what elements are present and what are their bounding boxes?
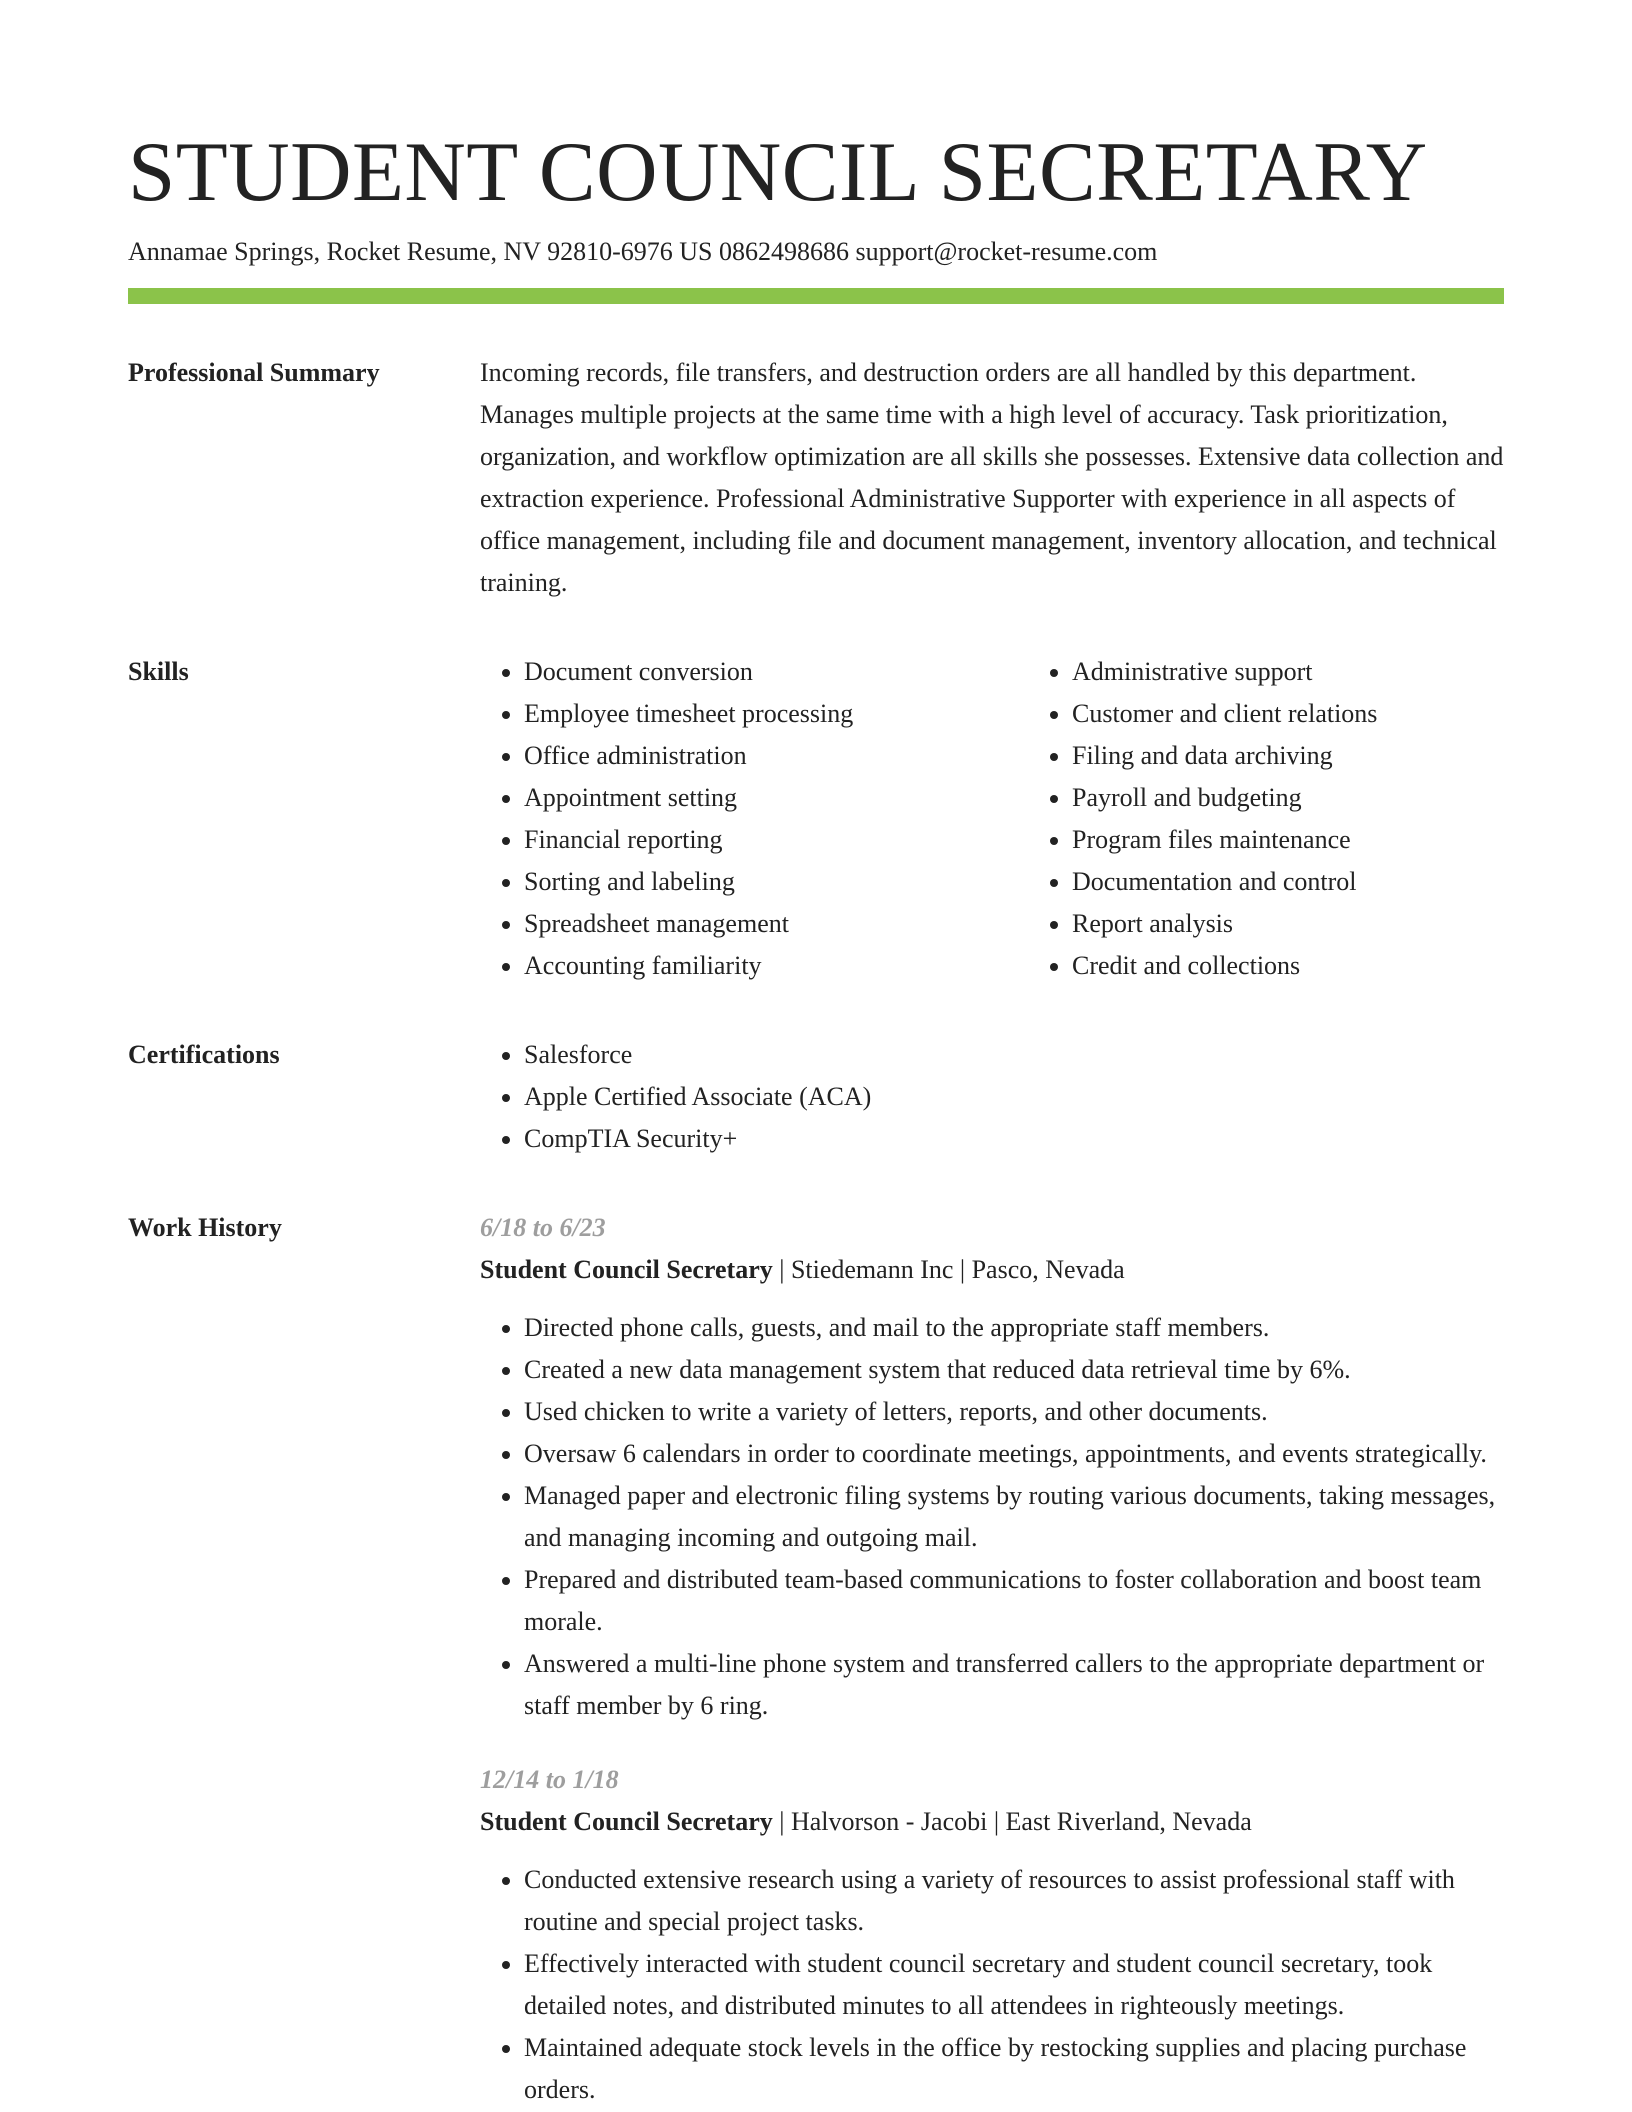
list-item: • Answered a multi-line phone system and transferred callers to the appropriate department or staff member by 6 ring. xyxy=(524,1643,1504,1727)
skills-section xyxy=(128,656,1504,987)
list-item: • Sorting and labeling xyxy=(524,861,984,903)
list-item: • Employee timesheet processing xyxy=(524,693,984,735)
list-item: • Program files maintenance xyxy=(1072,819,1592,861)
work-history-title: Work History xyxy=(128,1213,282,1242)
list-item: • Accounting familiarity xyxy=(524,945,984,987)
list-item: • Maintained adequate stock levels in the office by restocking supplies and placing purchase orders. xyxy=(524,2027,1504,2111)
list-item: • Credit and collections xyxy=(1072,945,1592,987)
list-item: • Appointment setting xyxy=(524,777,984,819)
list-item: • Customer and client relations xyxy=(1072,693,1592,735)
job-title: Student Council Secretary xyxy=(480,1255,773,1284)
list-item: • Created a new data management system that reduced data retrieval time by 6%. xyxy=(524,1349,1504,1391)
list-item: • Filing and data archiving xyxy=(1072,735,1592,777)
list-item: • Prepared and distributed team-based communications to foster collaboration and boost team morale. xyxy=(524,1559,1504,1643)
list-item: • Salesforce xyxy=(524,1034,1504,1076)
job-dates: 12/14 to 1/18 xyxy=(480,1765,619,1794)
summary-title: Professional Summary xyxy=(128,358,380,387)
list-item: • Conducted extensive research using a variety of resources to assist professional staff with routine and special project tasks. xyxy=(524,1859,1504,1943)
job-dates: 6/18 to 6/23 xyxy=(480,1213,606,1242)
list-item: • CompTIA Security+ xyxy=(524,1118,1504,1160)
list-item: • Used chicken to write a variety of letters, reports, and other documents. xyxy=(524,1391,1504,1433)
contact-address: Annamae Springs, Rocket Resume, NV 92810-6976 US xyxy=(128,237,713,266)
list-item: • Documentation and control xyxy=(1072,861,1592,903)
list-item: • Document conversion xyxy=(524,651,984,693)
list-item: • Oversaw 6 calendars in order to coordinate meetings, appointments, and events strategically. xyxy=(524,1433,1504,1475)
list-item: • Effectively interacted with student council secretary and student council secretary, took detailed notes, and distributed minutes to all attendees in righteously meetings. xyxy=(524,1943,1504,2027)
job-details: | Halvorson - Jacobi | East Riverland, Nevada xyxy=(772,1807,1252,1836)
job-entry xyxy=(480,1759,1504,2111)
job-heading xyxy=(480,1249,1504,1291)
work-history-section xyxy=(128,1212,1504,2111)
contact-line xyxy=(128,234,1504,270)
resume-page xyxy=(128,122,1504,2111)
skills-title: Skills xyxy=(128,657,189,686)
skills-list-right xyxy=(1028,651,1592,987)
resume-name-heading: STUDENT COUNCIL SECRETARY xyxy=(128,125,1428,219)
list-item: • Office administration xyxy=(524,735,984,777)
accent-divider xyxy=(128,288,1504,304)
job-bullets xyxy=(480,1307,1504,1727)
job-heading xyxy=(480,1801,1504,1843)
job-details: | Stiedemann Inc | Pasco, Nevada xyxy=(772,1255,1125,1284)
summary-text: Incoming records, file transfers, and destruction orders are all handled by this department. Manages multiple projects at the same time with a high level of accuracy. Task prioritization, organization, and workflow optimization are all skills she possesses. Extensive data collection and extraction experience. Professional Administrative Supporter with experience in all aspects of office management, including file and document management, inventory allocation, and technical training. xyxy=(480,358,1504,597)
list-item: • Administrative support xyxy=(1072,651,1592,693)
certifications-section xyxy=(128,1039,1504,1160)
list-item: • Spreadsheet management xyxy=(524,903,984,945)
certifications-list xyxy=(480,1034,1504,1160)
summary-section xyxy=(128,357,1504,604)
list-item: • Directed phone calls, guests, and mail to the appropriate staff members. xyxy=(524,1307,1504,1349)
job-title: Student Council Secretary xyxy=(480,1807,773,1836)
contact-email: support@rocket-resume.com xyxy=(855,237,1158,266)
job-bullets xyxy=(480,1859,1504,2111)
list-item: • Apple Certified Associate (ACA) xyxy=(524,1076,1504,1118)
list-item: • Report analysis xyxy=(1072,903,1592,945)
list-item: • Financial reporting xyxy=(524,819,984,861)
list-item: • Managed paper and electronic filing systems by routing various documents, taking messages, and managing incoming and outgoing mail. xyxy=(524,1475,1504,1559)
job-entry xyxy=(480,1207,1504,1727)
skills-list-left xyxy=(480,651,984,987)
certifications-title: Certifications xyxy=(128,1040,280,1069)
list-item: • Payroll and budgeting xyxy=(1072,777,1592,819)
contact-phone: 0862498686 xyxy=(718,237,849,266)
